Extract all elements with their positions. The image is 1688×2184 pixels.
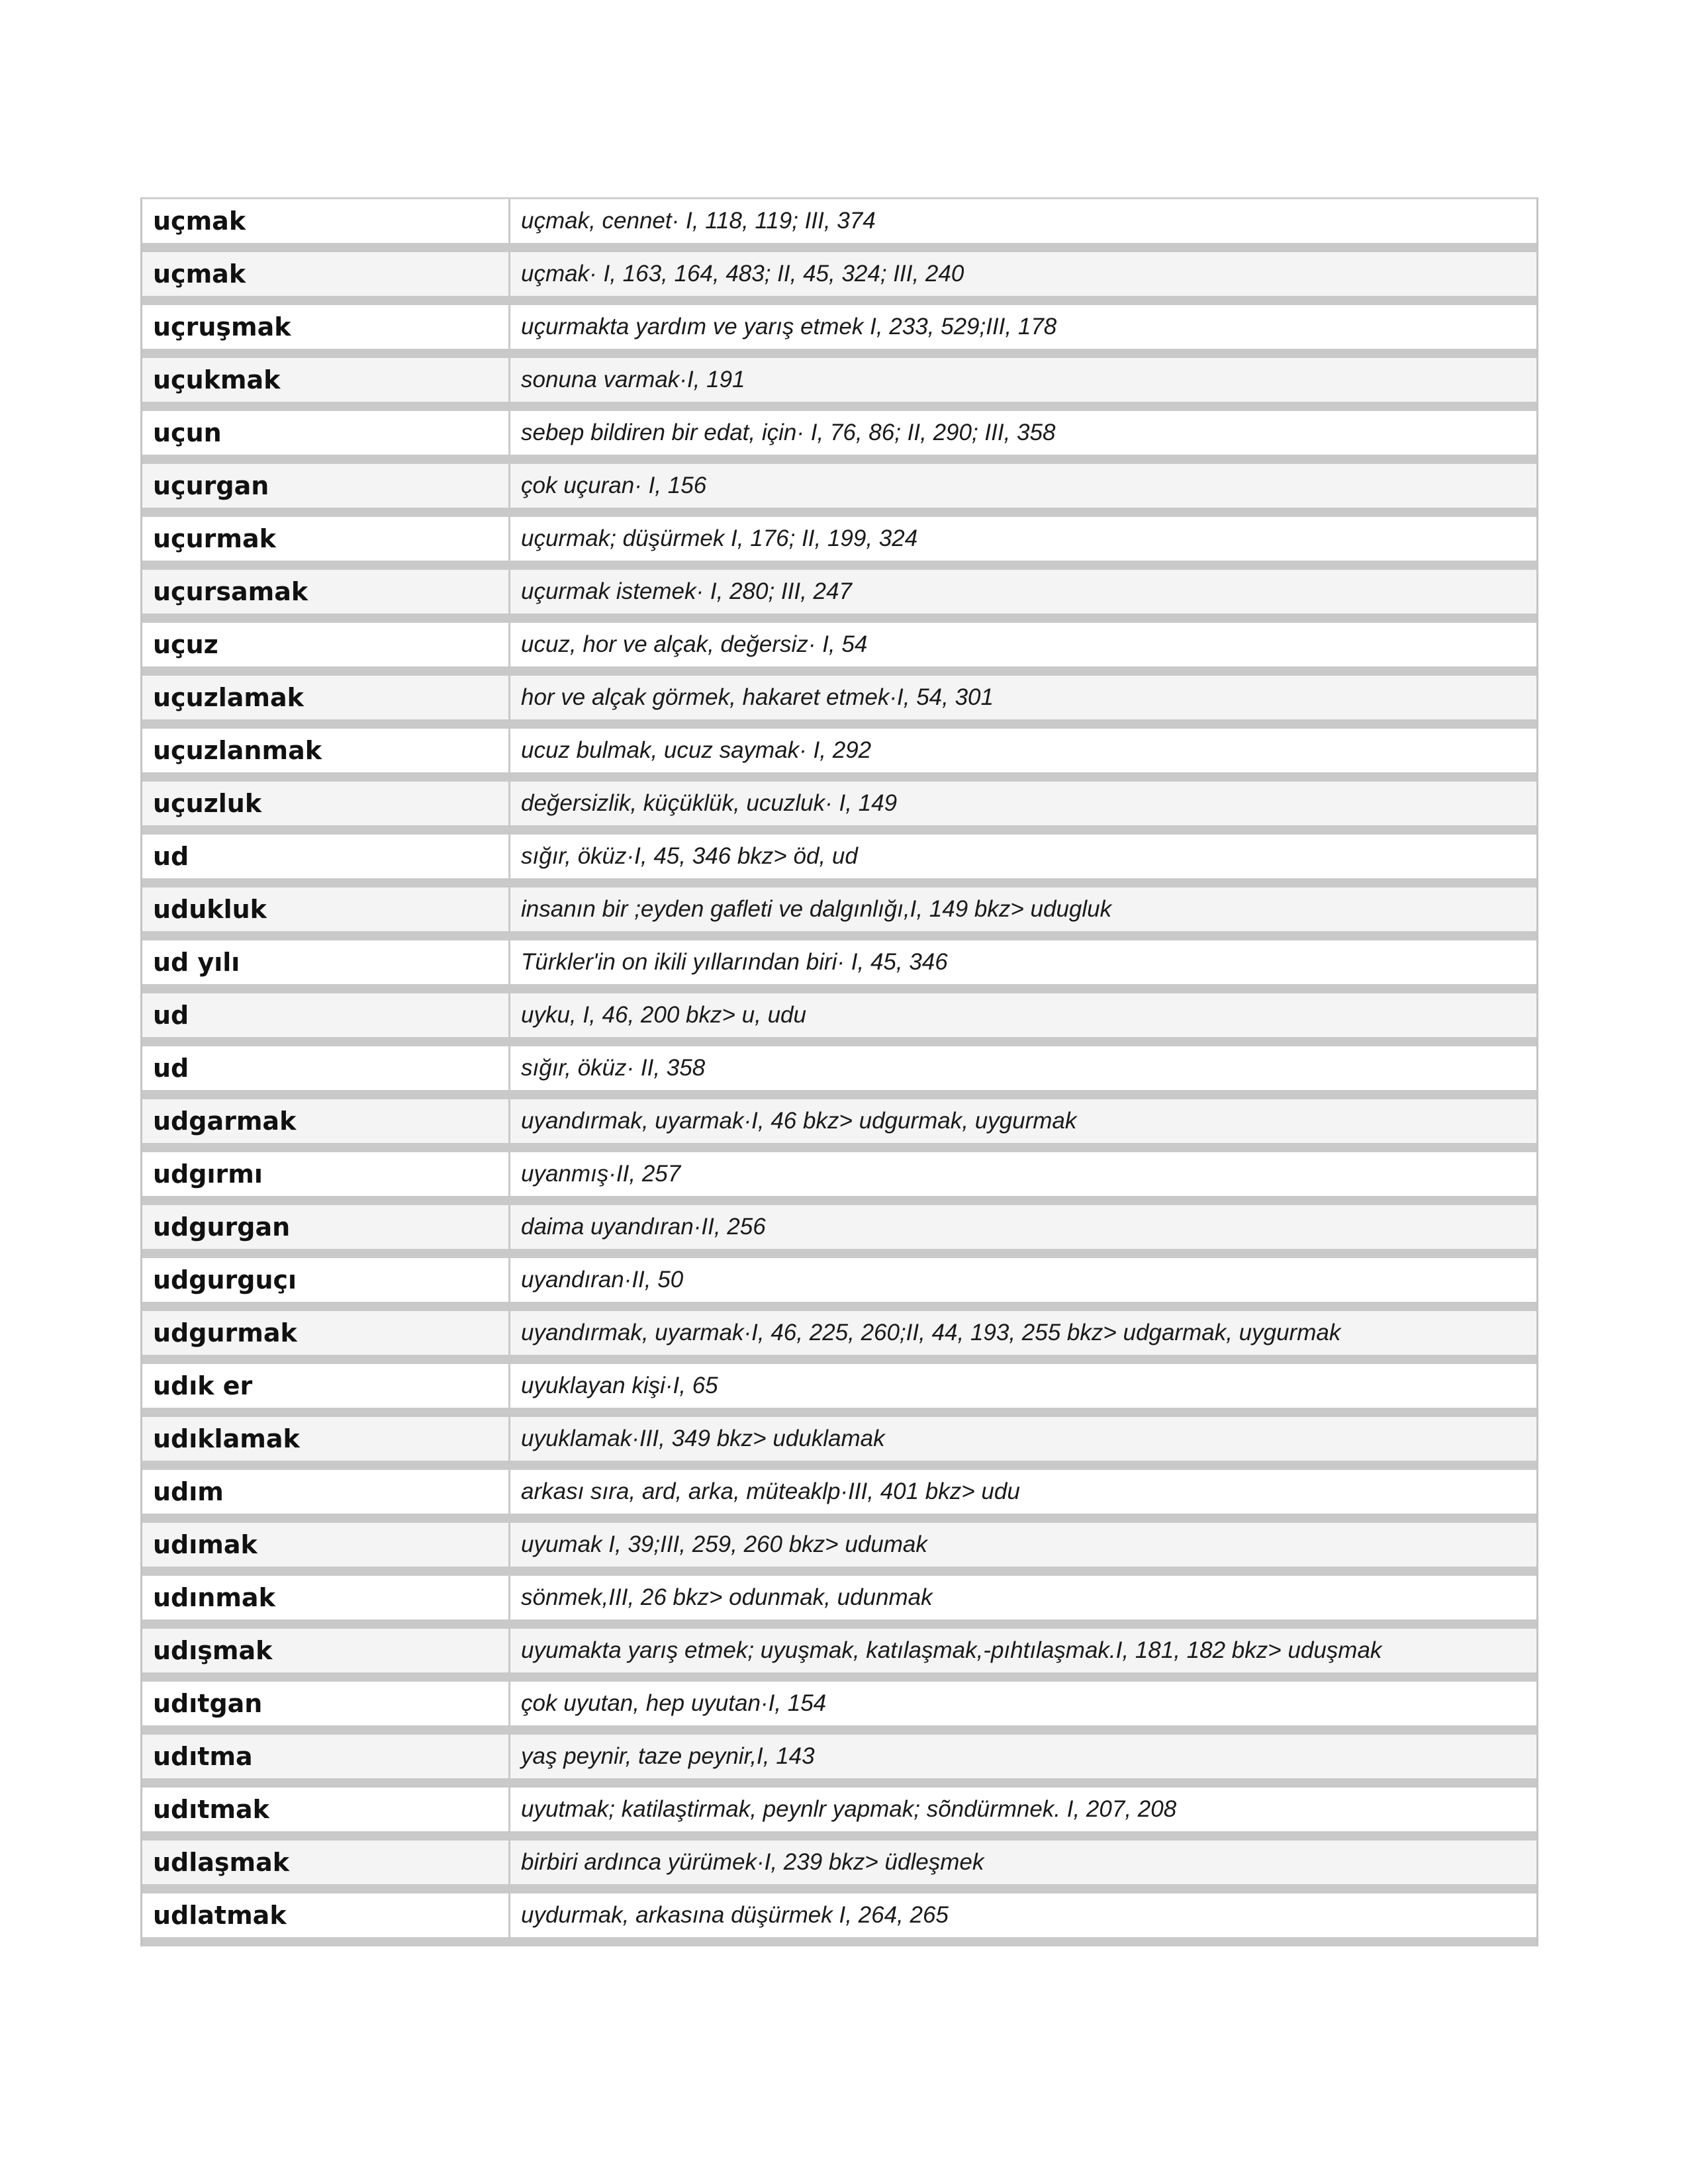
definition: çok uçuran· I, 156: [510, 464, 1536, 508]
headword: udgurmak: [142, 1311, 510, 1355]
table-row: [142, 782, 1536, 835]
headword: uçukmak: [142, 358, 510, 402]
headword: udlatmak: [142, 1893, 510, 1937]
headword: udlaşmak: [142, 1841, 510, 1884]
headword: udıklamak: [142, 1417, 510, 1461]
table-row: [142, 1629, 1536, 1682]
table-row: [142, 464, 1536, 517]
table-row: [142, 1311, 1536, 1364]
table-row: [142, 570, 1536, 623]
table-row: [142, 411, 1536, 464]
table-row: [142, 1417, 1536, 1470]
table-row: [142, 517, 1536, 570]
definition: uyandıran·II, 50: [510, 1258, 1536, 1302]
table-row: [142, 199, 1536, 252]
definition: uyku, I, 46, 200 bkz> u, udu: [510, 993, 1536, 1037]
table-row: [142, 993, 1536, 1046]
headword: udgarmak: [142, 1099, 510, 1143]
definition: uçurmak istemek· I, 280; III, 247: [510, 570, 1536, 614]
headword: udıtmak: [142, 1788, 510, 1831]
table-row: [142, 1364, 1536, 1417]
headword: uçuzlanmak: [142, 729, 510, 772]
definition: uyandırmak, uyarmak·I, 46, 225, 260;II, 44, 193, 255 bkz> udgarmak, uygurmak: [510, 1311, 1536, 1355]
headword: uçmak: [142, 252, 510, 296]
table-row: [142, 1682, 1536, 1735]
definition: yaş peynir, taze peynir,I, 143: [510, 1735, 1536, 1778]
definition: uyutmak; katilaştirmak, peynlr yapmak; sõndürmnek. I, 207, 208: [510, 1788, 1536, 1831]
headword: udukluk: [142, 887, 510, 931]
table-row: [142, 252, 1536, 305]
definition: birbiri ardınca yürümek·I, 239 bkz> üdleşmek: [510, 1841, 1536, 1884]
definition: uyumakta yarış etmek; uyuşmak, katılaşmak,-pıhtılaşmak.I, 181, 182 bkz> uduşmak: [510, 1629, 1536, 1672]
table-row: [142, 1841, 1536, 1893]
definition: insanın bir ;eyden gafleti ve dalgınlığı,I, 149 bkz> udugluk: [510, 887, 1536, 931]
headword: udımak: [142, 1523, 510, 1567]
headword: udıtgan: [142, 1682, 510, 1725]
headword: udışmak: [142, 1629, 510, 1672]
definition: ucuz, hor ve alçak, değersiz· I, 54: [510, 623, 1536, 666]
definition: uçurmakta yardım ve yarış etmek I, 233, 529;III, 178: [510, 305, 1536, 349]
headword: uçuz: [142, 623, 510, 666]
definition: değersizlik, küçüklük, ucuzluk· I, 149: [510, 782, 1536, 825]
definition: uçurmak; düşürmek I, 176; II, 199, 324: [510, 517, 1536, 561]
definition: sığır, öküz· II, 358: [510, 1046, 1536, 1090]
table-row: [142, 623, 1536, 676]
definition: uyuklamak·III, 349 bkz> uduklamak: [510, 1417, 1536, 1461]
dictionary-table: [140, 197, 1538, 1946]
definition: uyumak I, 39;III, 259, 260 bkz> udumak: [510, 1523, 1536, 1567]
definition: ucuz bulmak, ucuz saymak· I, 292: [510, 729, 1536, 772]
definition: sığır, öküz·I, 45, 346 bkz> öd, ud: [510, 835, 1536, 878]
headword: udgurguçı: [142, 1258, 510, 1302]
headword: ud: [142, 835, 510, 878]
headword: uçuzluk: [142, 782, 510, 825]
definition: uçmak, cennet· I, 118, 119; III, 374: [510, 199, 1536, 243]
table-row: [142, 305, 1536, 358]
definition: Türkler'in on ikili yıllarından biri· I, 45, 346: [510, 940, 1536, 984]
table-row: [142, 1470, 1536, 1523]
headword: uçursamak: [142, 570, 510, 614]
headword: udgurgan: [142, 1205, 510, 1249]
table-row: [142, 1893, 1536, 1946]
definition: hor ve alçak görmek, hakaret etmek·I, 54, 301: [510, 676, 1536, 719]
table-row: [142, 1046, 1536, 1099]
table-row: [142, 1576, 1536, 1629]
headword: udık er: [142, 1364, 510, 1408]
table-row: [142, 729, 1536, 782]
headword: ud yılı: [142, 940, 510, 984]
definition: çok uyutan, hep uyutan·I, 154: [510, 1682, 1536, 1725]
headword: udım: [142, 1470, 510, 1514]
headword: ud: [142, 1046, 510, 1090]
definition: sebep bildiren bir edat, için· I, 76, 86; II, 290; III, 358: [510, 411, 1536, 455]
headword: udıtma: [142, 1735, 510, 1778]
table-row: [142, 1099, 1536, 1152]
definition: uydurmak, arkasına düşürmek I, 264, 265: [510, 1893, 1536, 1937]
headword: uçun: [142, 411, 510, 455]
headword: uçuzlamak: [142, 676, 510, 719]
headword: ud: [142, 993, 510, 1037]
headword: udınmak: [142, 1576, 510, 1619]
definition: sönmek,III, 26 bkz> odunmak, udunmak: [510, 1576, 1536, 1619]
table-row: [142, 358, 1536, 411]
headword: uçurgan: [142, 464, 510, 508]
definition: uyandırmak, uyarmak·I, 46 bkz> udgurmak, uygurmak: [510, 1099, 1536, 1143]
table-row: [142, 1788, 1536, 1841]
table-row: [142, 1152, 1536, 1205]
table-row: [142, 1205, 1536, 1258]
headword: udgırmı: [142, 1152, 510, 1196]
table-row: [142, 835, 1536, 887]
definition: daima uyandıran·II, 256: [510, 1205, 1536, 1249]
definition: uçmak· I, 163, 164, 483; II, 45, 324; III, 240: [510, 252, 1536, 296]
definition: uyanmış·II, 257: [510, 1152, 1536, 1196]
definition: sonuna varmak·I, 191: [510, 358, 1536, 402]
definition: arkası sıra, ard, arka, müteaklp·III, 401 bkz> udu: [510, 1470, 1536, 1514]
headword: uçruşmak: [142, 305, 510, 349]
headword: uçurmak: [142, 517, 510, 561]
table-row: [142, 1523, 1536, 1576]
table-row: [142, 887, 1536, 940]
definition: uyuklayan kişi·I, 65: [510, 1364, 1536, 1408]
table-row: [142, 1735, 1536, 1788]
table-row: [142, 676, 1536, 729]
headword: uçmak: [142, 199, 510, 243]
table-row: [142, 1258, 1536, 1311]
table-row: [142, 940, 1536, 993]
